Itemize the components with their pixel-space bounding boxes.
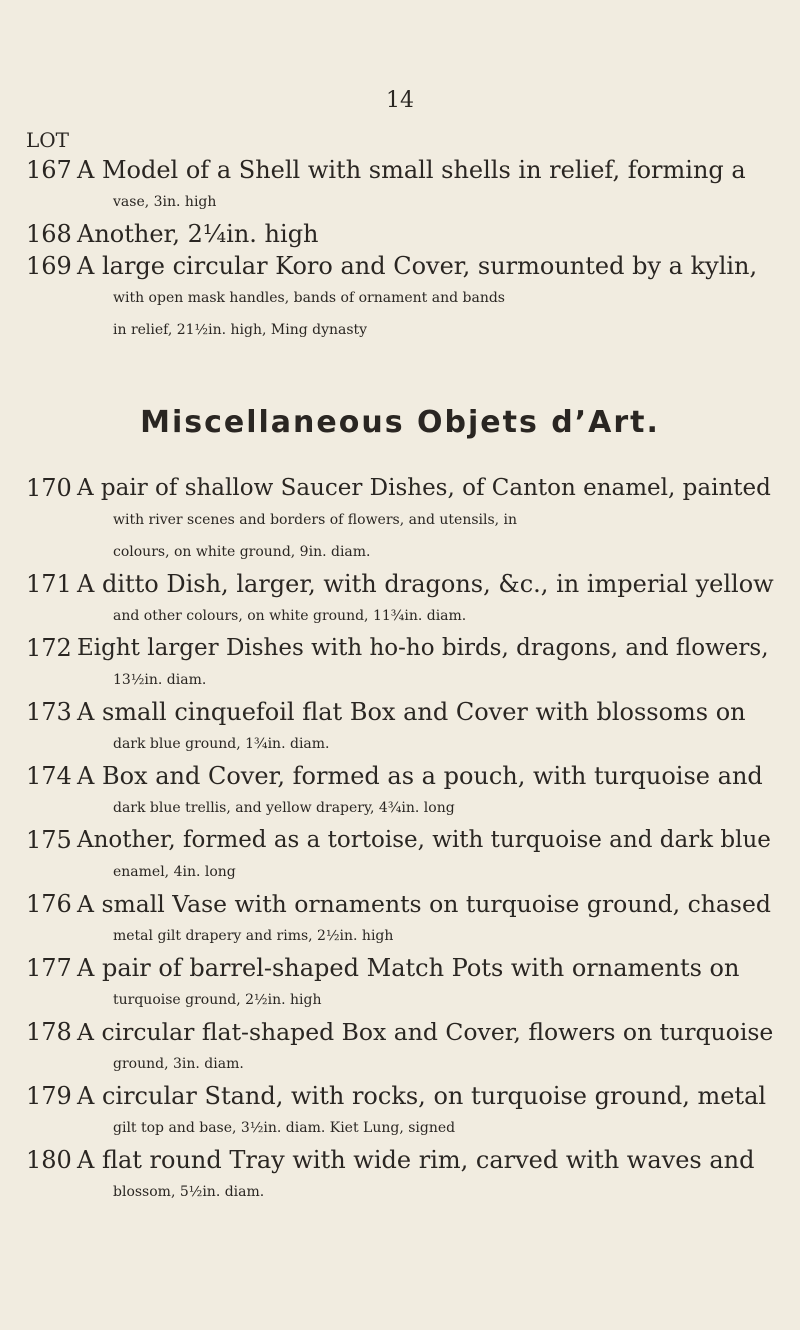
description-line: gilt top and base, 3½in. diam. Kiet Lung, signed xyxy=(113,1120,456,1136)
description-line: Another, 2¼in. high xyxy=(77,220,319,248)
lot-description xyxy=(77,1080,777,1144)
description-line: vase, 3in. high xyxy=(113,194,217,210)
lot-description xyxy=(77,760,777,824)
lot-number: 180 xyxy=(26,1146,72,1174)
lot-number: 174 xyxy=(26,762,72,790)
description-line: ground, 3in. diam. xyxy=(113,1056,244,1072)
lot-number: 175 xyxy=(26,826,72,854)
page-number: 14 xyxy=(386,88,414,113)
lot-description xyxy=(77,952,777,1016)
lot-number: 177 xyxy=(26,954,72,982)
lot-number: 179 xyxy=(26,1082,72,1110)
lot-number: 171 xyxy=(26,570,72,598)
lot-number: 178 xyxy=(26,1018,72,1046)
section-heading: Miscellaneous Objets d’Art. xyxy=(140,405,660,440)
description-line: A small cinquefoil flat Box and Cover with blossoms on xyxy=(77,698,746,726)
description-line: 13½in. diam. xyxy=(113,672,207,688)
lot-description xyxy=(77,154,777,218)
lot-description xyxy=(77,1144,777,1208)
description-line: in relief, 21½in. high, Ming dynasty xyxy=(113,322,368,338)
description-line: Eight larger Dishes with ho-ho birds, dragons, and flowers, xyxy=(77,635,769,661)
lot-number: 169 xyxy=(26,252,72,280)
description-line: with open mask handles, bands of ornament and bands xyxy=(113,290,505,306)
lot-description xyxy=(77,218,777,250)
description-line: metal gilt drapery and rims, 2½in. high xyxy=(113,928,394,944)
description-line: with river scenes and borders of flowers, and utensils, in xyxy=(113,512,518,528)
description-line: Another, formed as a tortoise, with turquoise and dark blue xyxy=(77,827,771,853)
lot-description xyxy=(77,1016,777,1080)
lot-description xyxy=(77,696,777,760)
description-line: A flat round Tray with wide rim, carved with waves and xyxy=(77,1146,755,1174)
lot-number: 167 xyxy=(26,156,72,184)
description-line: turquoise ground, 2½in. high xyxy=(113,992,322,1008)
description-line: A pair of shallow Saucer Dishes, of Canton enamel, painted xyxy=(77,475,771,501)
description-line: A circular Stand, with rocks, on turquoise ground, metal xyxy=(77,1082,767,1110)
lot-description xyxy=(77,632,777,696)
lot-header: LOT xyxy=(26,128,70,152)
lot-description xyxy=(77,472,777,568)
lot-description xyxy=(77,824,777,888)
description-line: A pair of barrel-shaped Match Pots with ornaments on xyxy=(77,954,740,982)
description-line: A small Vase with ornaments on turquoise ground, chased xyxy=(77,890,771,918)
lot-description xyxy=(77,888,777,952)
lot-description xyxy=(77,568,777,632)
description-line: dark blue ground, 1¾in. diam. xyxy=(113,736,330,752)
lot-number: 172 xyxy=(26,634,72,662)
lot-number: 176 xyxy=(26,890,72,918)
description-line: and other colours, on white ground, 11¾in. diam. xyxy=(113,608,467,624)
description-line: dark blue trellis, and yellow drapery, 4¾in. long xyxy=(113,800,455,816)
description-line: A circular flat-shaped Box and Cover, flowers on turquoise xyxy=(77,1018,774,1046)
lot-number: 168 xyxy=(26,220,72,248)
description-line: blossom, 5½in. diam. xyxy=(113,1184,265,1200)
description-line: A Box and Cover, formed as a pouch, with turquoise and xyxy=(77,762,763,790)
lot-number: 173 xyxy=(26,698,72,726)
lot-description xyxy=(77,250,777,346)
description-line: enamel, 4in. long xyxy=(113,864,236,880)
lot-number: 170 xyxy=(26,474,72,502)
description-line: A Model of a Shell with small shells in relief, forming a xyxy=(77,156,746,184)
description-line: colours, on white ground, 9in. diam. xyxy=(113,544,371,560)
description-line: A ditto Dish, larger, with dragons, &c., in imperial yellow xyxy=(77,570,774,598)
description-line: A large circular Koro and Cover, surmounted by a kylin, xyxy=(77,252,758,280)
